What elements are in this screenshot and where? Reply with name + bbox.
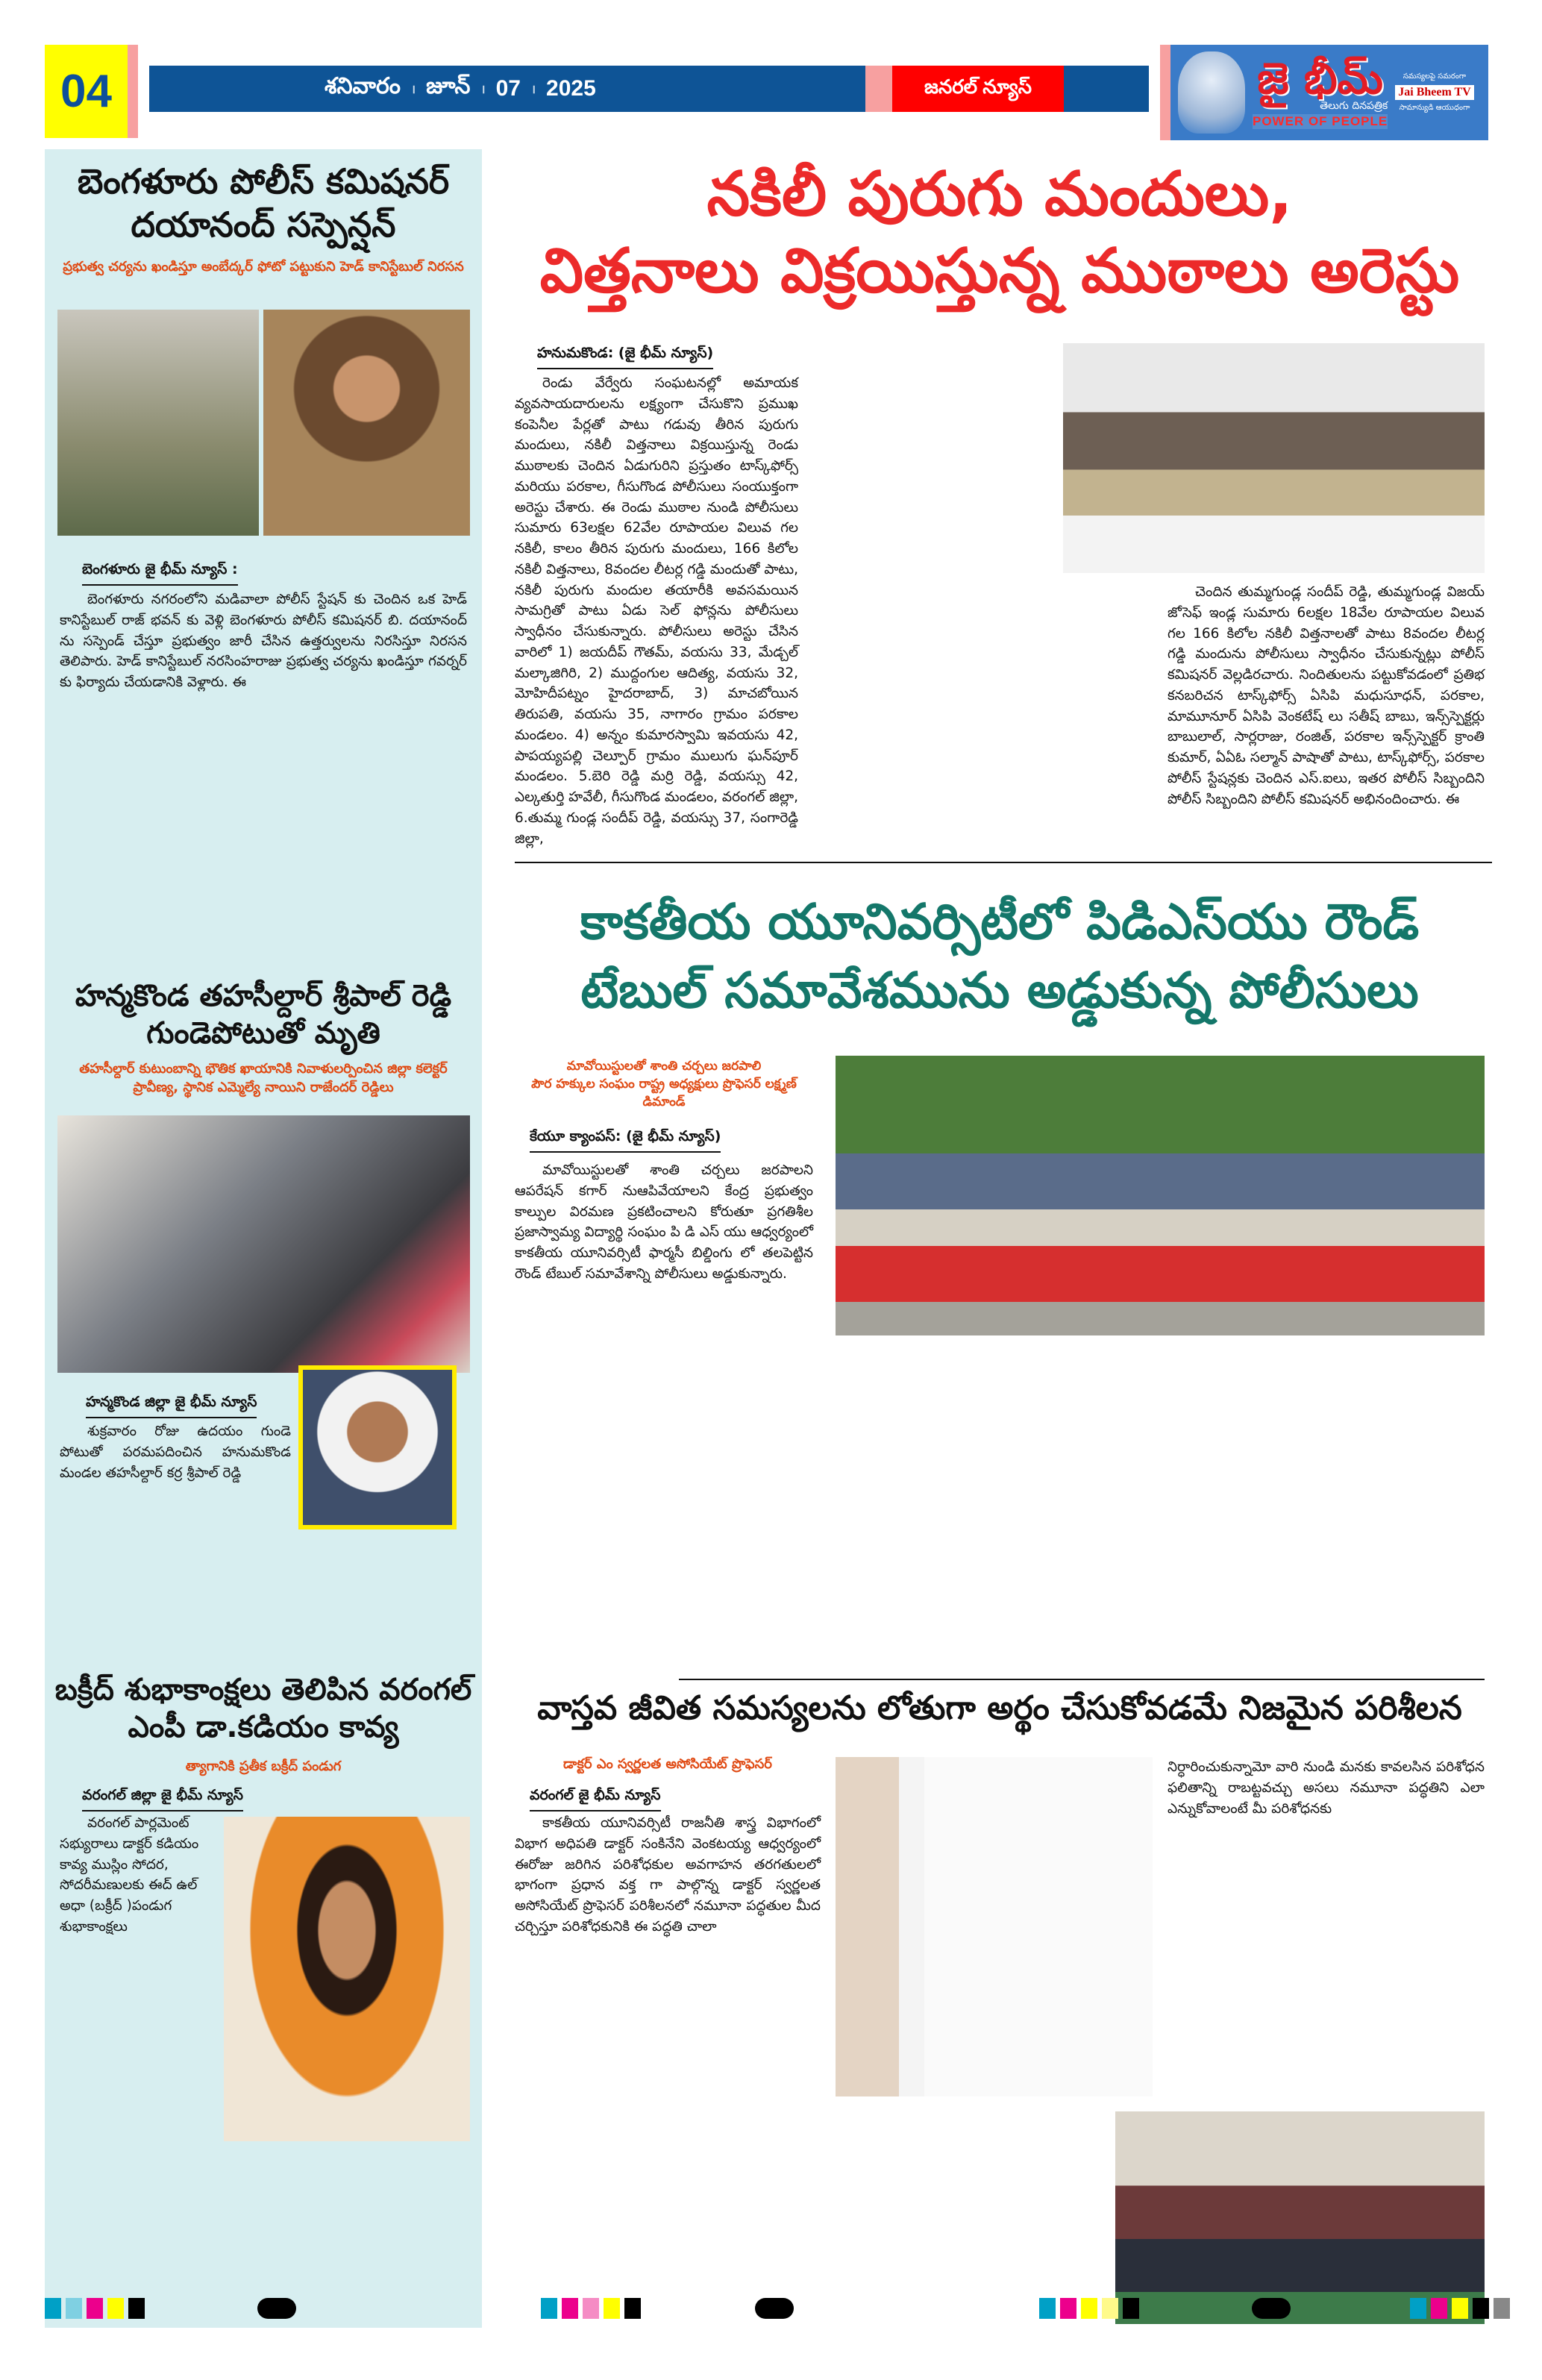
masthead-logo	[1160, 45, 1488, 140]
article-body	[60, 1421, 291, 1483]
registration-mark	[257, 2298, 296, 2319]
paragraph: నిర్ధారించుకున్నామో వారి నుండి మనకు కావలసిన పరిశోధన ఫలితాన్ని రాబట్టవచ్చు అసలు నమూనా పద్ధతిని ఎలా ఎన్నుకోవాలంటే మీ పరిశోధనకు	[1168, 1759, 1485, 1817]
kakatiya-headline	[507, 888, 1492, 1026]
separator: ।	[480, 84, 486, 96]
main-headline-line1: నకిలీ పురుగు మందులు,	[706, 159, 1293, 230]
kakatiya-headline-line1: కాకతీయ యూనివర్సిటీలో పిడిఎస్‌యు రౌండ్	[580, 893, 1420, 951]
story-subhead: ప్రభుత్వ చర్యను ఖండిస్తూ అంబేద్కర్ ఫోటో పట్టుకుని హెడ్ కానిస్టేబుల్ నిరసన	[63, 259, 464, 275]
photo-group	[1115, 2111, 1485, 2324]
section-label: జనరల్ న్యూస్	[865, 66, 1064, 112]
photo-tahsildar	[298, 1365, 457, 1529]
date-bar	[149, 66, 1149, 112]
ambedkar-portrait	[1178, 51, 1245, 134]
story-subhead: త్యాగానికి ప్రతీక బక్రీద్ పండుగ	[185, 1759, 342, 1774]
color-registration-marks	[1410, 2298, 1510, 2319]
page-number: 04	[45, 45, 138, 138]
photo-commissioner	[263, 310, 470, 536]
color-registration-marks	[541, 2298, 641, 2319]
tv-bottom-text: సామాన్యుడి ఆయుధంగా	[1399, 104, 1470, 112]
photo-pdsu-protest	[836, 1056, 1485, 1335]
story-headline: బెంగళూరు పోలీస్ కమిషనర్ దయానంద్ సస్పెన్షన్	[77, 161, 450, 245]
paragraph: కాకతీయ యూనివర్సిటీ రాజనీతి శాస్త్ర విభాగంలో విభాగ అధిపతి డాక్టర్ సంకినేని వెంకటయ్య ఆధ్వర్యంలో ఈరోజు జరిగిన పరిశోధకుల అవగాహన తరగతులలో భాగంగా ప్రధాన వక్త గా పాల్గొన్న డాక్టర్ స్వర్ణలత అసోసియేట్ ప్రొఫెసర్ పరిశీలనలో నమూనా పద్ధతుల మీద చర్చిస్తూ పరిశోధకునికి ఈ పద్ధతి చాలా	[515, 1815, 821, 1935]
article-body	[515, 1813, 821, 1938]
article-body-col3	[1168, 582, 1485, 809]
story-headline: బక్రీద్ శుభాకాంక్షలు తెలిపిన వరంగల్ ఎంపీ డా.కడియం కావ్య	[54, 1673, 472, 1744]
tagline: తెలుగు దినపత్రిక	[1320, 99, 1388, 112]
kakatiya-headline-line2: టేబుల్ సమావేశమును అడ్డుకున్న పోలీసులు	[580, 962, 1419, 1020]
story-subhead: తహసీల్దార్ కుటుంబాన్ని భౌతిక ఖాయానికి నివాళులర్పించిన జిల్లా కలెక్టర్ ప్రావీణ్య, స్థానిక ఎమ్మెల్యే నాయిని రాజేందర్ రెడ్డిలు	[79, 1061, 448, 1096]
paragraph: బెంగళూరు నగరంలోని మడివాలా పోలీస్ స్టేషన్ కు చెందిన ఒక హెడ్ కానిస్టేబుల్ రాజ్ భవన్ కు వెళ్లి బెంగళూరు పోలీస్ కమిషనర్ బి. దయానంద్ ను సస్పెండ్ చేస్తూ ప్రభుత్వం జారీ చేసిన ఉత్తర్వులను నిరసిస్తూ నిరసన తెలిపారు. హెడ్ కానిస్టేబుల్ నరసింహరాజు ప్రభుత్వ చర్యను ఖండిస్తూ గవర్నర్ కు ఫిర్యాదు చేయడానికి వెళ్లారు. ఈ	[60, 592, 467, 690]
registration-mark	[1252, 2298, 1291, 2319]
subhead-line: మావోయిస్టులతో శాంతి చర్చలు జరపాలి	[566, 1059, 762, 1074]
byline-wrap	[530, 1128, 721, 1153]
byline-wrap	[86, 1394, 257, 1418]
article-body-col3	[1168, 1757, 1485, 1819]
divider	[679, 1679, 1485, 1680]
separator: ।	[411, 84, 416, 96]
byline: బెంగళూరు జై భీమ్ న్యూస్ :	[82, 561, 238, 586]
article-body	[515, 1160, 813, 1285]
photo-mp-kavya	[224, 1817, 470, 2141]
paragraph: రెండు వేర్వేరు సంఘటనల్లో అమాయక వ్యవసాయదారులను లక్ష్యంగా చేసుకొని ప్రముఖ కంపెనీల పేర్లతో పాటు గడువు తీరిన పురుగు మందులు, నకిలీ విత్తనాలు విక్రయిస్తున్న రెండు ముఠాలకు చెందిన ఏడుగురిని ప్రస్తుతం టాస్క్‌ఫోర్స్ మరియు పరకాల, గీసుగొండ పోలీసులు సంయుక్తంగా అరెస్టు చేశారు. ఈ రెండు ముఠాల నుండి పోలీసులు సుమారు 63లక్షల 62వేల రూపాయల విలువ గల నకిలీ, కాలం తీరిన పురుగు మందులు, 166 కిలోల నకిలీ విత్తనాలు, 8వందల లీటర్ల గడ్డి మందుతో పాటు, నకిలీ పురుగు మందుల తయారీకి అవసమయిన సామగ్రితో పాటు ఏడు సెల్ ఫోన్లను పోలీసులు స్వాధీనం చేసుకున్నారు. పోలీసులు అరెస్టు చేసిన వారిలో 1) జయదీప్ గౌతమ్, వయసు 33, మేడ్చల్ మల్కాజిగిరి, 2) ముద్దంగుల ఆదిత్య, వయసు 32, మోహిదీపట్నం హైదరాబాద్, 3) మాచబోయిన తిరుపతి, వయసు 35, నాగారం గ్రామం పరకాల మండలం. 4) అన్నం కుమారస్వామి ఇవయసు 42, పాపయ్యపల్లి చెల్పూర్ గ్రామం ములుగు ఘన్‌పూర్ మండలం. 5.బెరి రెడ్డి మర్రి రెడ్డి, వయస్సు 42, ఎల్కతుర్తి హవేలీ, గీసుగొండ మండలం, వరంగల్ జిల్లా, 6.తుమ్మ గుండ్ల సందీప్ రెడ్డి, వయస్సు 37, సంగారెడ్డి జిల్లా,	[515, 375, 798, 847]
divider	[515, 862, 1492, 863]
byline-wrap	[537, 345, 713, 369]
year: 2025	[546, 76, 596, 101]
separator: ।	[530, 84, 536, 96]
paragraph: వరంగల్ పార్లమెంట్ సభ్యురాలు డాక్టర్ కడియం కావ్య ముస్లిం సోదర, సోదరీమణులకు ఈద్ ఉల్ అధా (బక్రీద్ )పండుగ శుభాకాంక్షలు	[60, 1815, 199, 1935]
tv-top-text: సమస్యలపై సమరంగా	[1402, 72, 1467, 81]
tv-name: Jai Bheem TV	[1395, 85, 1473, 100]
color-registration-marks	[1039, 2298, 1139, 2319]
slogan: POWER OF PEOPLE	[1253, 113, 1388, 128]
byline: కేయూ క్యాంపస్: (జై భీమ్ న్యూస్)	[530, 1128, 721, 1153]
subhead-line: పౌర హక్కుల సంఘం రాష్ట్ర అధ్యక్షులు ప్రొఫెసర్ లక్ష్మణ్ డిమాండ్	[531, 1076, 797, 1109]
photo-press-meet	[1063, 343, 1485, 573]
masthead-title	[1253, 52, 1388, 129]
color-registration-marks	[45, 2298, 145, 2319]
main-headline	[507, 157, 1492, 310]
article-body-col1	[515, 373, 798, 849]
photo-constable-protest	[57, 310, 259, 536]
story-subhead: డాక్టర్ ఎం స్వర్ణలత అసోసియేట్ ప్రొఫెసర్	[563, 1756, 772, 1772]
byline: వరంగల్ జిల్లా జై భీమ్ న్యూస్	[82, 1787, 243, 1811]
month: జూన్	[426, 73, 471, 98]
jai-bheem-tv-logo	[1395, 72, 1473, 113]
article-body	[60, 1813, 213, 1938]
paragraph: చెందిన తుమ్మగుండ్ల సందీప్ రెడ్డి, తుమ్మగుండ్ల విజయ్ జోసెఫ్ ఇండ్ల సుమారు 6లక్షల 18వేల రూపాయల విలువ గల 166 కిలోల నకిలీ విత్తనాలతో పాటు 8వందల లీటర్ల గడ్డి మందును పోలీసులు స్వాధీనం చేసుకున్నట్లు పోలీస్ కమిషనర్ వెల్లడిరచారు. నిందితులను పట్టుకోవడంలో ప్రతిభ కనబరిచన టాస్క్‌ఫోర్స్ ఏసిపి మధుసూధన్, పరకాల, మామూనూర్ ఏసిపి వెంకటేష్ లు సతీష్ బాబు, ఇన్స్‌స్పెక్టర్లు బాబులాల్, సార్లరాజు, రంజిత్, పరకాల ఇన్స్‌స్పెక్టర్ క్రాంతి కుమార్, ఏఏఓ సల్మాన్ పాషాతో పాటు, టాస్క్‌ఫోర్స్, పరకాల పోలీస్ స్టేషన్లకు చెందిన ఎస్.ఐలు, ఇతర పోలీస్ సిబ్బందిని పోలీస్ సిబ్బందిని పోలీస్ కమిషనర్ అభినందించారు. ఈ	[1168, 584, 1485, 807]
photo-lecture	[836, 1757, 1153, 2096]
newspaper-name: జై భీమ్	[1257, 52, 1383, 104]
byline: హన్మకొండ జిల్లా జై భీమ్ న్యూస్	[86, 1394, 257, 1418]
main-headline-line2: విత్తనాలు విక్రయిస్తున్న ముఠాలు అరెస్టు	[539, 235, 1460, 307]
issue-date	[325, 74, 596, 104]
date: 07	[495, 76, 521, 101]
byline-wrap	[82, 561, 238, 586]
story-headline: హన్మకొండ తహసీల్దార్ శ్రీపాల్ రెడ్డి గుండెపోటుతో మృతి	[75, 979, 452, 1050]
paragraph: శుక్రవారం రోజు ఉదయం గుండె పోటుతో పరమపదించిన హనుమకొండ మండల తహసీల్దార్ కర్ర శ్రీపాల్ రెడ్డి	[60, 1424, 291, 1481]
training-headline: వాస్తవ జీవిత సమస్యలను లోతుగా అర్థం చేసుకోవడమే నిజమైన పరిశీలన	[537, 1689, 1462, 1727]
byline: హనుమకొండ: (జై భీమ్ న్యూస్)	[537, 345, 713, 369]
story-subhead	[515, 1058, 813, 1111]
article-body	[60, 589, 467, 693]
byline-wrap	[530, 1787, 661, 1811]
byline-wrap	[82, 1787, 243, 1811]
photo-tribute	[57, 1115, 470, 1373]
registration-mark	[755, 2298, 794, 2319]
day: శనివారం	[325, 73, 401, 98]
paragraph: మావోయిస్టులతో శాంతి చర్చలు జరపాలని ఆపరేషన్ కగార్ నుఆపివేయాలని కేంద్ర ప్రభుత్వం కాల్పుల విరమణ ప్రకటించాలని కోరుతూ ప్రగతిశీల ప్రజాస్వామ్య విద్యార్థి సంఘం పి డి ఎస్ యు ఆధ్వర్యంలో కాకతీయ యూనివర్సిటీ ఫార్మసీ బిల్డింగు లో తలపెట్టిన రౌండ్ టేబుల్ సమావేశాన్ని పోలీసులు అడ్డుకున్నారు.	[515, 1162, 813, 1282]
byline: వరంగల్ జై భీమ్ న్యూస్	[530, 1787, 661, 1811]
